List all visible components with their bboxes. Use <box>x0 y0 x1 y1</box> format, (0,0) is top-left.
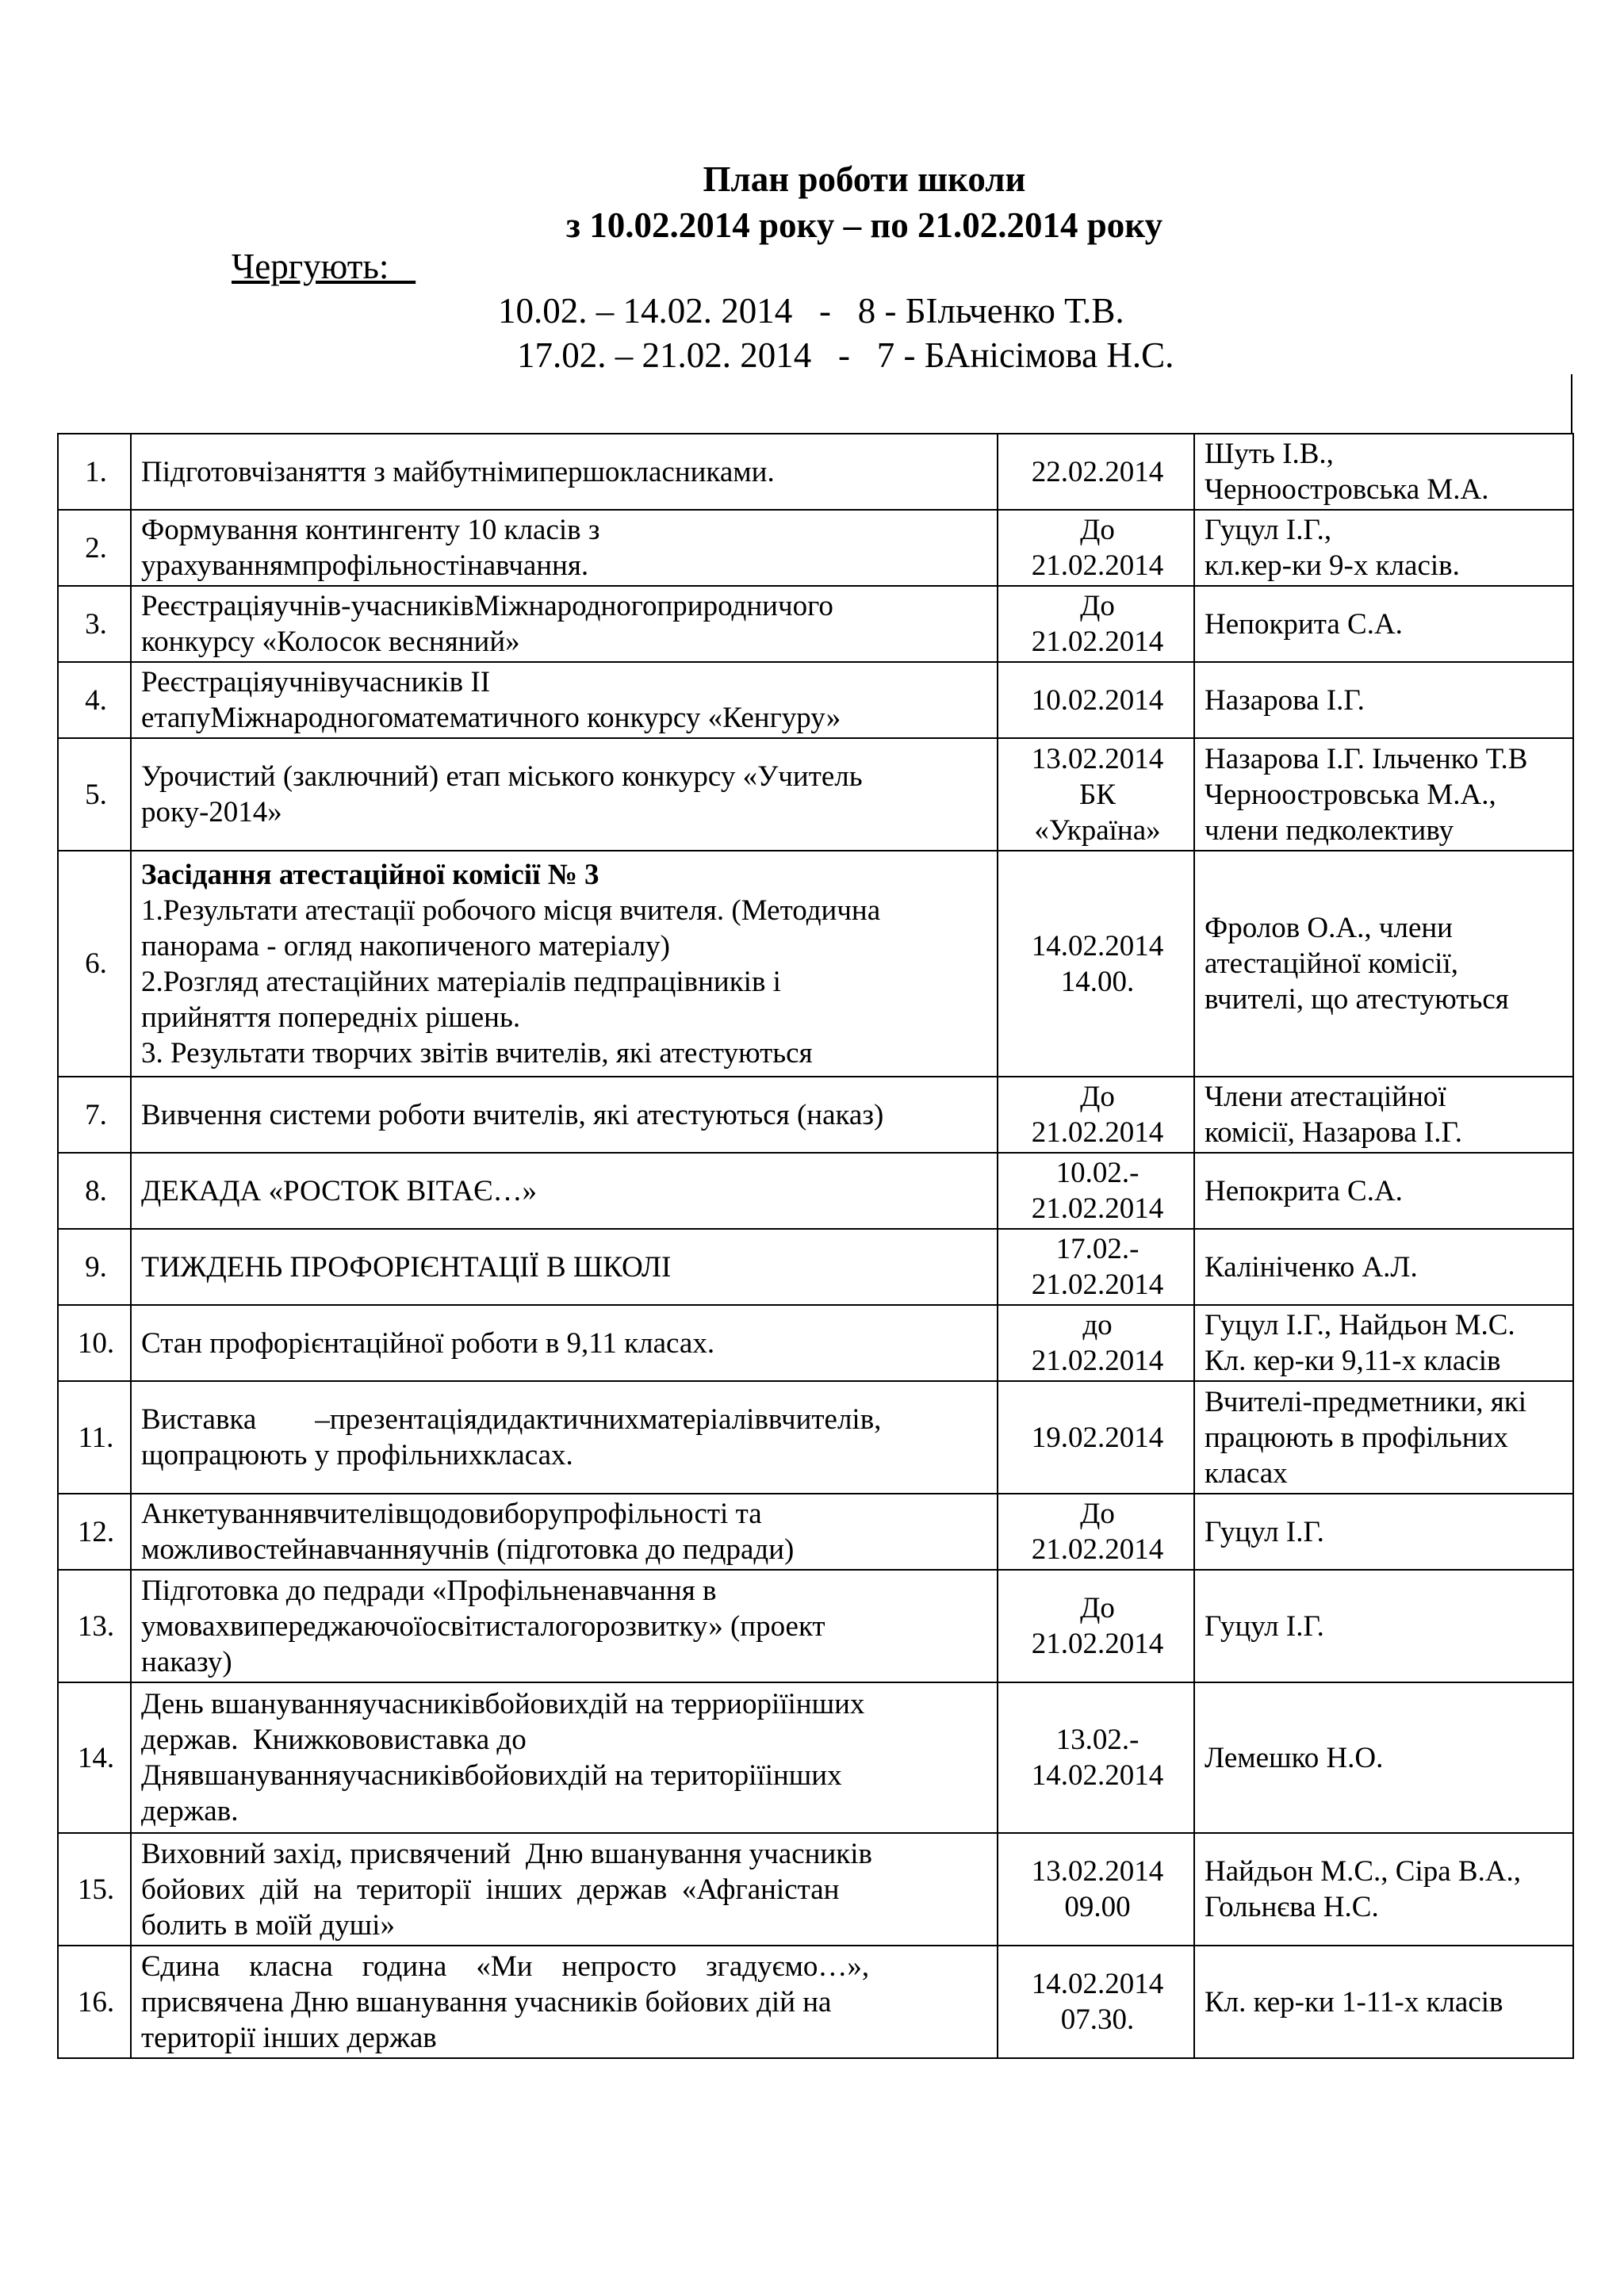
date-cell <box>998 1946 1194 2058</box>
task-line: ТИЖДЕНЬ ПРОФОРІЄНТАЦІЇ В ШКОЛІ <box>141 1250 672 1284</box>
plan-table <box>57 433 1574 2059</box>
task-cell <box>131 1946 998 2058</box>
responsible-cell <box>1194 1305 1573 1381</box>
date-cell <box>998 1833 1194 1946</box>
responsible-line: Кл. кер-ки 9,11-х класів <box>1205 1345 1501 1377</box>
table-row <box>58 1946 1573 2058</box>
task-line: року-2014» <box>141 796 282 828</box>
duty-line: 10.02. – 14.02. 2014 - 8 - БІльченко Т.В. <box>498 291 1124 331</box>
table-row <box>58 586 1573 662</box>
row-number: 13. <box>58 1570 131 1682</box>
date-line: 21.02.2014 <box>1031 549 1164 582</box>
table-row <box>58 1494 1573 1570</box>
task-line: Днявшануванняучасниківбойовихдій на територіїінших <box>141 1759 842 1792</box>
task-line: присвячена Дню вшанування учасників бойових дій на <box>141 1985 832 2019</box>
date-line: 10.02.2014 <box>1031 683 1164 717</box>
task-line: щопрацюють у профільнихкласах. <box>141 1439 573 1471</box>
date-line: 14.00. <box>1060 965 1135 998</box>
task-line: етапуМіжнародногоматематичного конкурсу «Кенгуру» <box>141 702 841 734</box>
task-cell <box>131 738 998 851</box>
task-line: Виставка –презентаціядидактичнихматеріаліввчителів, <box>141 1403 882 1436</box>
date-line: 21.02.2014 <box>1031 1628 1164 1660</box>
date-line: 14.02.2014 <box>1031 1968 1164 2000</box>
task-line: 2.Розгляд атестаційних матеріалів педпрацівників і <box>141 965 781 998</box>
date-cell <box>998 510 1194 586</box>
task-line: Виховний захід, присвячений Дню вшанування учасників <box>141 1837 872 1870</box>
date-line: До <box>1080 514 1115 546</box>
date-line: 14.02.2014 <box>1031 929 1164 962</box>
task-line: Підготовка до педради «Профільненавчання в <box>141 1574 717 1607</box>
task-line: ДЕКАДА «РОСТОК ВІТАЄ…» <box>141 1174 537 1207</box>
responsible-line: Гуцул І.Г., Найдьон М.С. <box>1205 1309 1515 1341</box>
responsible-line: Кл. кер-ки 1-11-х класів <box>1205 1985 1503 2019</box>
duty-line: 17.02. – 21.02. 2014 - 7 - БАнісімова Н.С. <box>517 335 1174 375</box>
responsible-cell <box>1194 586 1573 662</box>
task-cell <box>131 1682 998 1833</box>
date-line: 21.02.2014 <box>1031 1345 1164 1377</box>
row-number: 2. <box>58 510 131 586</box>
task-line: Підготовчізаняття з майбутнімипершокласниками. <box>141 455 775 488</box>
row-number: 6. <box>58 851 131 1077</box>
date-cell <box>998 434 1194 510</box>
date-line: До <box>1080 1592 1115 1624</box>
date-cell <box>998 1682 1194 1833</box>
date-line: 21.02.2014 <box>1031 626 1164 658</box>
margin-rule <box>1571 374 1572 433</box>
date-cell <box>998 586 1194 662</box>
task-cell <box>131 1305 998 1381</box>
responsible-line: кл.кер-ки 9-х класів. <box>1205 549 1460 582</box>
task-line: держав. <box>141 1795 239 1827</box>
table-row <box>58 1833 1573 1946</box>
task-line: Вивчення системи роботи вчителів, які атестуються (наказ) <box>141 1098 884 1131</box>
task-line: умовахвипереджаючоїосвітисталогорозвитку» (проект <box>141 1609 825 1643</box>
row-number: 10. <box>58 1305 131 1381</box>
responsible-line: Гольнєва Н.С. <box>1205 1891 1379 1923</box>
table-row <box>58 851 1573 1077</box>
table-row <box>58 1077 1573 1153</box>
task-cell <box>131 1570 998 1682</box>
task-cell <box>131 510 998 586</box>
date-line: 21.02.2014 <box>1031 1192 1164 1225</box>
date-line: 22.02.2014 <box>1031 455 1164 488</box>
responsible-line: класах <box>1205 1456 1288 1490</box>
row-number: 3. <box>58 586 131 662</box>
responsible-cell <box>1194 434 1573 510</box>
task-line: Єдина класна година «Ми непросто згадуємо…», <box>141 1950 870 1983</box>
row-number: 11. <box>58 1381 131 1494</box>
page-subtitle-period: з 10.02.2014 року – по 21.02.2014 року <box>565 205 1163 245</box>
date-cell <box>998 738 1194 851</box>
date-cell <box>998 1494 1194 1570</box>
date-cell <box>998 1381 1194 1494</box>
task-line: болить в моїй душі» <box>141 1908 395 1942</box>
responsible-line: Вчителі-предметники, які <box>1205 1385 1527 1418</box>
table-row <box>58 1381 1573 1494</box>
date-line: 07.30. <box>1060 2003 1135 2036</box>
table-row <box>58 662 1573 738</box>
date-line: БК <box>1079 778 1116 811</box>
responsible-cell <box>1194 1153 1573 1229</box>
task-line: наказу) <box>141 1645 232 1678</box>
task-line: 3. Результати творчих звітів вчителів, які атестуються <box>141 1036 813 1070</box>
date-cell <box>998 1305 1194 1381</box>
responsible-line: вчителі, що атестуються <box>1205 983 1509 1016</box>
date-line: До <box>1080 1081 1115 1113</box>
task-line: конкурсу «Колосок весняний» <box>141 626 520 658</box>
responsible-line: працюють в профільних <box>1205 1421 1508 1454</box>
task-cell <box>131 1494 998 1570</box>
responsible-cell <box>1194 738 1573 851</box>
date-line: 09.00 <box>1064 1891 1131 1923</box>
responsible-line: Гуцул І.Г. <box>1205 1609 1324 1643</box>
date-line: 10.02.- <box>1055 1157 1139 1189</box>
task-cell <box>131 434 998 510</box>
date-line: до <box>1082 1309 1113 1341</box>
responsible-cell <box>1194 1682 1573 1833</box>
date-line: «Україна» <box>1034 813 1161 847</box>
table-row <box>58 738 1573 851</box>
table-row <box>58 1153 1573 1229</box>
responsible-line: Непокрита С.А. <box>1205 1174 1403 1207</box>
responsible-cell <box>1194 1077 1573 1153</box>
table-row <box>58 510 1573 586</box>
task-line: держав. Книжкововиставка до <box>141 1724 527 1756</box>
date-cell <box>998 1229 1194 1305</box>
task-cell <box>131 662 998 738</box>
responsible-line: Гуцул І.Г., <box>1205 514 1332 546</box>
task-line: Формування контингенту 10 класів з <box>141 514 600 546</box>
date-line: До <box>1080 1498 1115 1530</box>
task-heading: Засідання атестаційної комісії № 3 <box>141 858 599 891</box>
responsible-line: Черноостровська М.А. <box>1205 473 1489 506</box>
date-line: 21.02.2014 <box>1031 1116 1164 1149</box>
responsible-line: Калініченко А.Л. <box>1205 1250 1418 1284</box>
responsible-cell <box>1194 1570 1573 1682</box>
date-cell <box>998 1570 1194 1682</box>
task-cell <box>131 1381 998 1494</box>
task-cell <box>131 1229 998 1305</box>
table-row <box>58 434 1573 510</box>
responsible-line: Найдьон М.С., Сіра В.А., <box>1205 1855 1522 1888</box>
task-line: бойових дій на території інших держав «Афганістан <box>141 1873 840 1906</box>
task-line: панорама - огляд накопиченого матеріалу) <box>141 929 670 962</box>
table-row <box>58 1682 1573 1833</box>
responsible-cell <box>1194 851 1573 1077</box>
task-line: Урочистий (заключний) етап міського конкурсу «Учитель <box>141 760 863 793</box>
date-line: До <box>1080 590 1115 622</box>
date-cell <box>998 851 1194 1077</box>
task-cell <box>131 1077 998 1153</box>
responsible-line: Назарова І.Г. Ільченко Т.В <box>1205 742 1528 775</box>
task-cell <box>131 586 998 662</box>
task-line: Реєстраціяучнів-учасниківМіжнародногоприродничого <box>141 590 833 622</box>
responsible-cell <box>1194 1946 1573 2058</box>
row-number: 12. <box>58 1494 131 1570</box>
responsible-cell <box>1194 1833 1573 1946</box>
responsible-line: Члени атестаційної <box>1205 1081 1446 1113</box>
task-line: Стан профорієнтаційної роботи в 9,11 класах. <box>141 1326 715 1360</box>
row-number: 7. <box>58 1077 131 1153</box>
row-number: 4. <box>58 662 131 738</box>
date-line: 13.02.2014 <box>1031 742 1164 775</box>
responsible-line: члени педколективу <box>1205 813 1454 847</box>
row-number: 5. <box>58 738 131 851</box>
task-line: Анкетуваннявчителівщодовиборупрофільності та <box>141 1498 762 1530</box>
date-cell <box>998 1153 1194 1229</box>
responsible-line: комісії, Назарова І.Г. <box>1205 1116 1462 1149</box>
date-line: 13.02.2014 <box>1031 1855 1164 1888</box>
task-line: можливостейнавчанняучнів (підготовка до педради) <box>141 1533 795 1566</box>
responsible-line: Фролов О.А., члени <box>1205 912 1453 944</box>
duty-label: Чергують: <box>232 247 416 286</box>
task-line: День вшануванняучасниківбойовихдій на терриоріїінших <box>141 1688 865 1720</box>
responsible-cell <box>1194 1381 1573 1494</box>
table-row <box>58 1305 1573 1381</box>
responsible-cell <box>1194 510 1573 586</box>
task-line: Реєстраціяучнівучасників ІІ <box>141 666 491 698</box>
responsible-line: Лемешко Н.О. <box>1205 1741 1384 1774</box>
row-number: 14. <box>58 1682 131 1833</box>
date-line: 13.02.- <box>1055 1724 1139 1756</box>
row-number: 8. <box>58 1153 131 1229</box>
date-line: 21.02.2014 <box>1031 1269 1164 1301</box>
task-line: прийняття попередніх рішень. <box>141 1001 521 1034</box>
responsible-line: Шуть І.В., <box>1205 438 1334 470</box>
task-cell <box>131 1833 998 1946</box>
task-line: 1.Результати атестації робочого місця вчителя. (Методична <box>141 894 881 927</box>
date-line: 21.02.2014 <box>1031 1533 1164 1566</box>
row-number: 16. <box>58 1946 131 2058</box>
table-row <box>58 1570 1573 1682</box>
responsible-line: Назарова І.Г. <box>1205 683 1365 717</box>
responsible-line: Черноостровська М.А., <box>1205 778 1496 811</box>
table-row <box>58 1229 1573 1305</box>
date-line: 14.02.2014 <box>1031 1759 1164 1792</box>
row-number: 15. <box>58 1833 131 1946</box>
responsible-cell <box>1194 662 1573 738</box>
responsible-cell <box>1194 1494 1573 1570</box>
date-cell <box>998 1077 1194 1153</box>
task-line: території інших держав <box>141 2021 437 2054</box>
page-title: План роботи школи <box>703 159 1026 199</box>
responsible-line: Гуцул І.Г. <box>1205 1515 1324 1548</box>
responsible-cell <box>1194 1229 1573 1305</box>
row-number: 9. <box>58 1229 131 1305</box>
row-number: 1. <box>58 434 131 510</box>
date-cell <box>998 662 1194 738</box>
responsible-line: атестаційної комісії, <box>1205 947 1458 980</box>
date-line: 17.02.- <box>1055 1233 1139 1265</box>
task-cell <box>131 1153 998 1229</box>
date-line: 19.02.2014 <box>1031 1421 1164 1454</box>
responsible-line: Непокрита С.А. <box>1205 607 1403 641</box>
task-line: урахуваннямпрофільностінавчання. <box>141 549 589 582</box>
task-cell <box>131 851 998 1077</box>
